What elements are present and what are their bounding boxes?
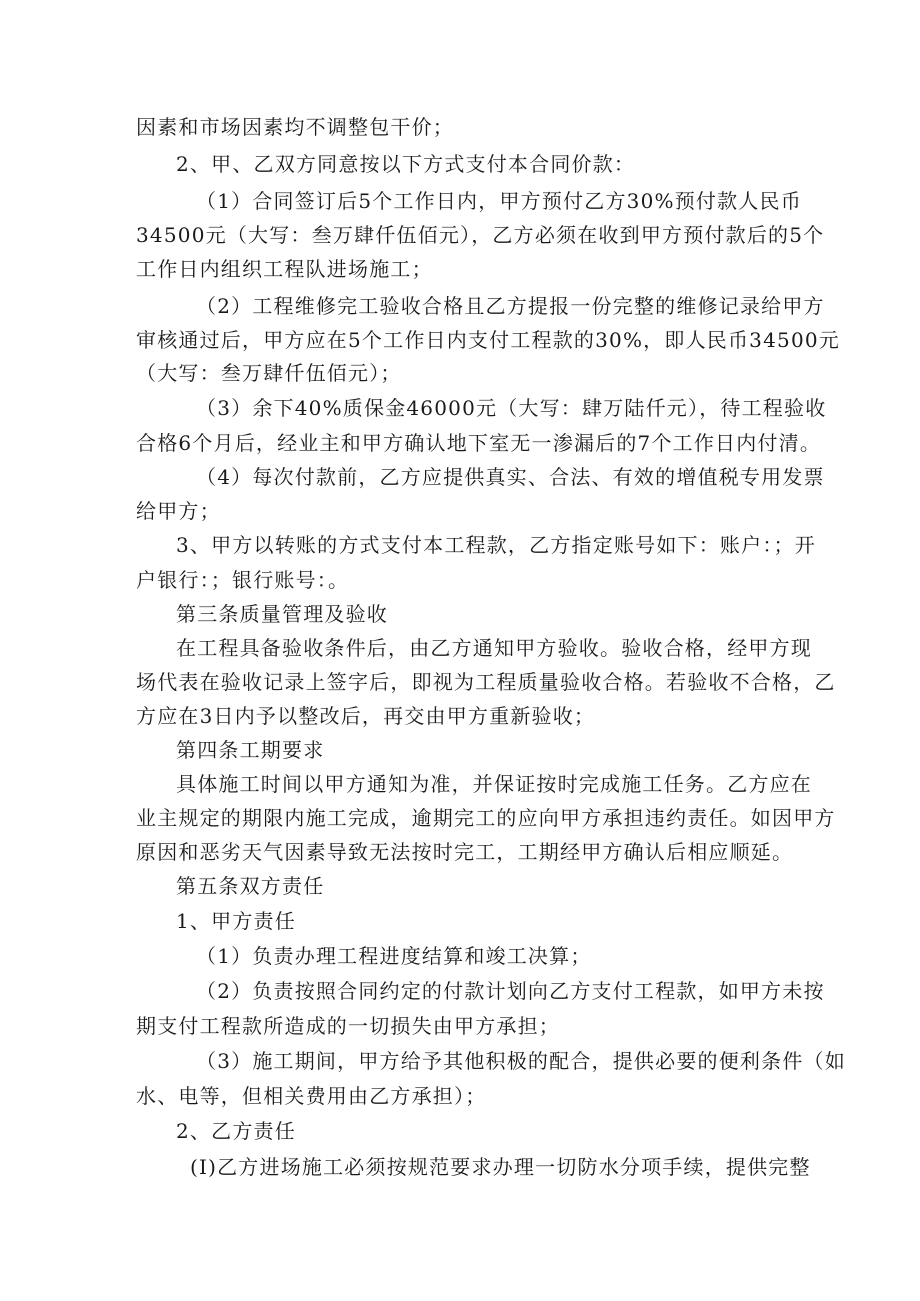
text-line: （2）工程维修完工验收合格且乙方提报一份完整的维修记录给甲方: [196, 294, 825, 318]
text-line: （3）余下40%质保金46000元（大写：肆万陆仟元），待工程验收: [196, 396, 827, 420]
text-line: 1、甲方责任: [176, 909, 296, 933]
text-line: 给甲方；: [136, 499, 221, 523]
section-heading: 第三条质量管理及验收: [176, 602, 388, 626]
text-line: 在工程具备验收条件后，由乙方通知甲方验收。验收合格，经甲方现: [176, 636, 812, 660]
text-line: 水、电等，但相关费用由乙方承担）；: [136, 1084, 487, 1108]
text-line: 期支付工程款所造成的一切损失由甲方承担；: [136, 1014, 560, 1038]
text-line: （2）负责按照合同约定的付款计划向乙方支付工程款，如甲方未按: [196, 979, 825, 1003]
text-line: 工作日内组织工程队进场施工；: [136, 257, 433, 281]
section-heading: 第五条双方责任: [176, 874, 325, 898]
text-line: 方应在3日内予以整改后，再交由甲方重新验收；: [136, 704, 596, 728]
text-line: 2、甲、乙双方同意按以下方式支付本合同价款：: [176, 152, 636, 176]
text-line: 因素和市场因素均不调整包干价；: [136, 115, 454, 139]
text-line: 合格6个月后，经业主和甲方确认地下室无一渗漏后的7个工作日内付清。: [136, 431, 822, 455]
text-line: 场代表在验收记录上签字后，即视为工程质量验收合格。若验收不合格，乙: [136, 670, 836, 694]
text-line: (I)乙方进场施工必须按规范要求办理一切防水分项手续，提供完整: [190, 1155, 811, 1179]
section-heading: 第四条工期要求: [176, 738, 325, 762]
text-line: （4）每次付款前，乙方应提供真实、合法、有效的增值税专用发票: [196, 465, 825, 489]
text-line: 业主规定的期限内施工完成，逾期完工的应向甲方承担违约责任。如因甲方: [136, 806, 836, 830]
text-line: （1）合同签订后5个工作日内，甲方预付乙方30%预付款人民币: [196, 189, 802, 213]
text-line: （大写：叁万肆仟伍佰元）；: [136, 361, 402, 385]
text-line: 34500元（大写：叁万肆仟伍佰元），乙方必须在收到甲方预付款后的5个: [136, 223, 825, 247]
text-line: 审核通过后，甲方应在5个工作日内支付工程款的30%，即人民币34500元: [136, 328, 841, 352]
text-line: 具体施工时间以甲方通知为准，并保证按时完成施工任务。乙方应在: [176, 772, 812, 796]
text-line: 户银行：；银行账号：。: [136, 568, 350, 592]
text-line: 2、乙方责任: [176, 1119, 296, 1143]
text-line: （3）施工期间，甲方给予其他积极的配合，提供必要的便利条件（如: [196, 1049, 846, 1073]
text-line: 3、甲方以转账的方式支付本工程款，乙方指定账号如下：账户：；开: [176, 533, 816, 557]
text-line: 原因和恶劣天气因素导致无法按时完工，工期经甲方确认后相应顺延。: [136, 840, 794, 864]
text-line: （1）负责办理工程进度结算和竣工决算；: [196, 944, 592, 968]
